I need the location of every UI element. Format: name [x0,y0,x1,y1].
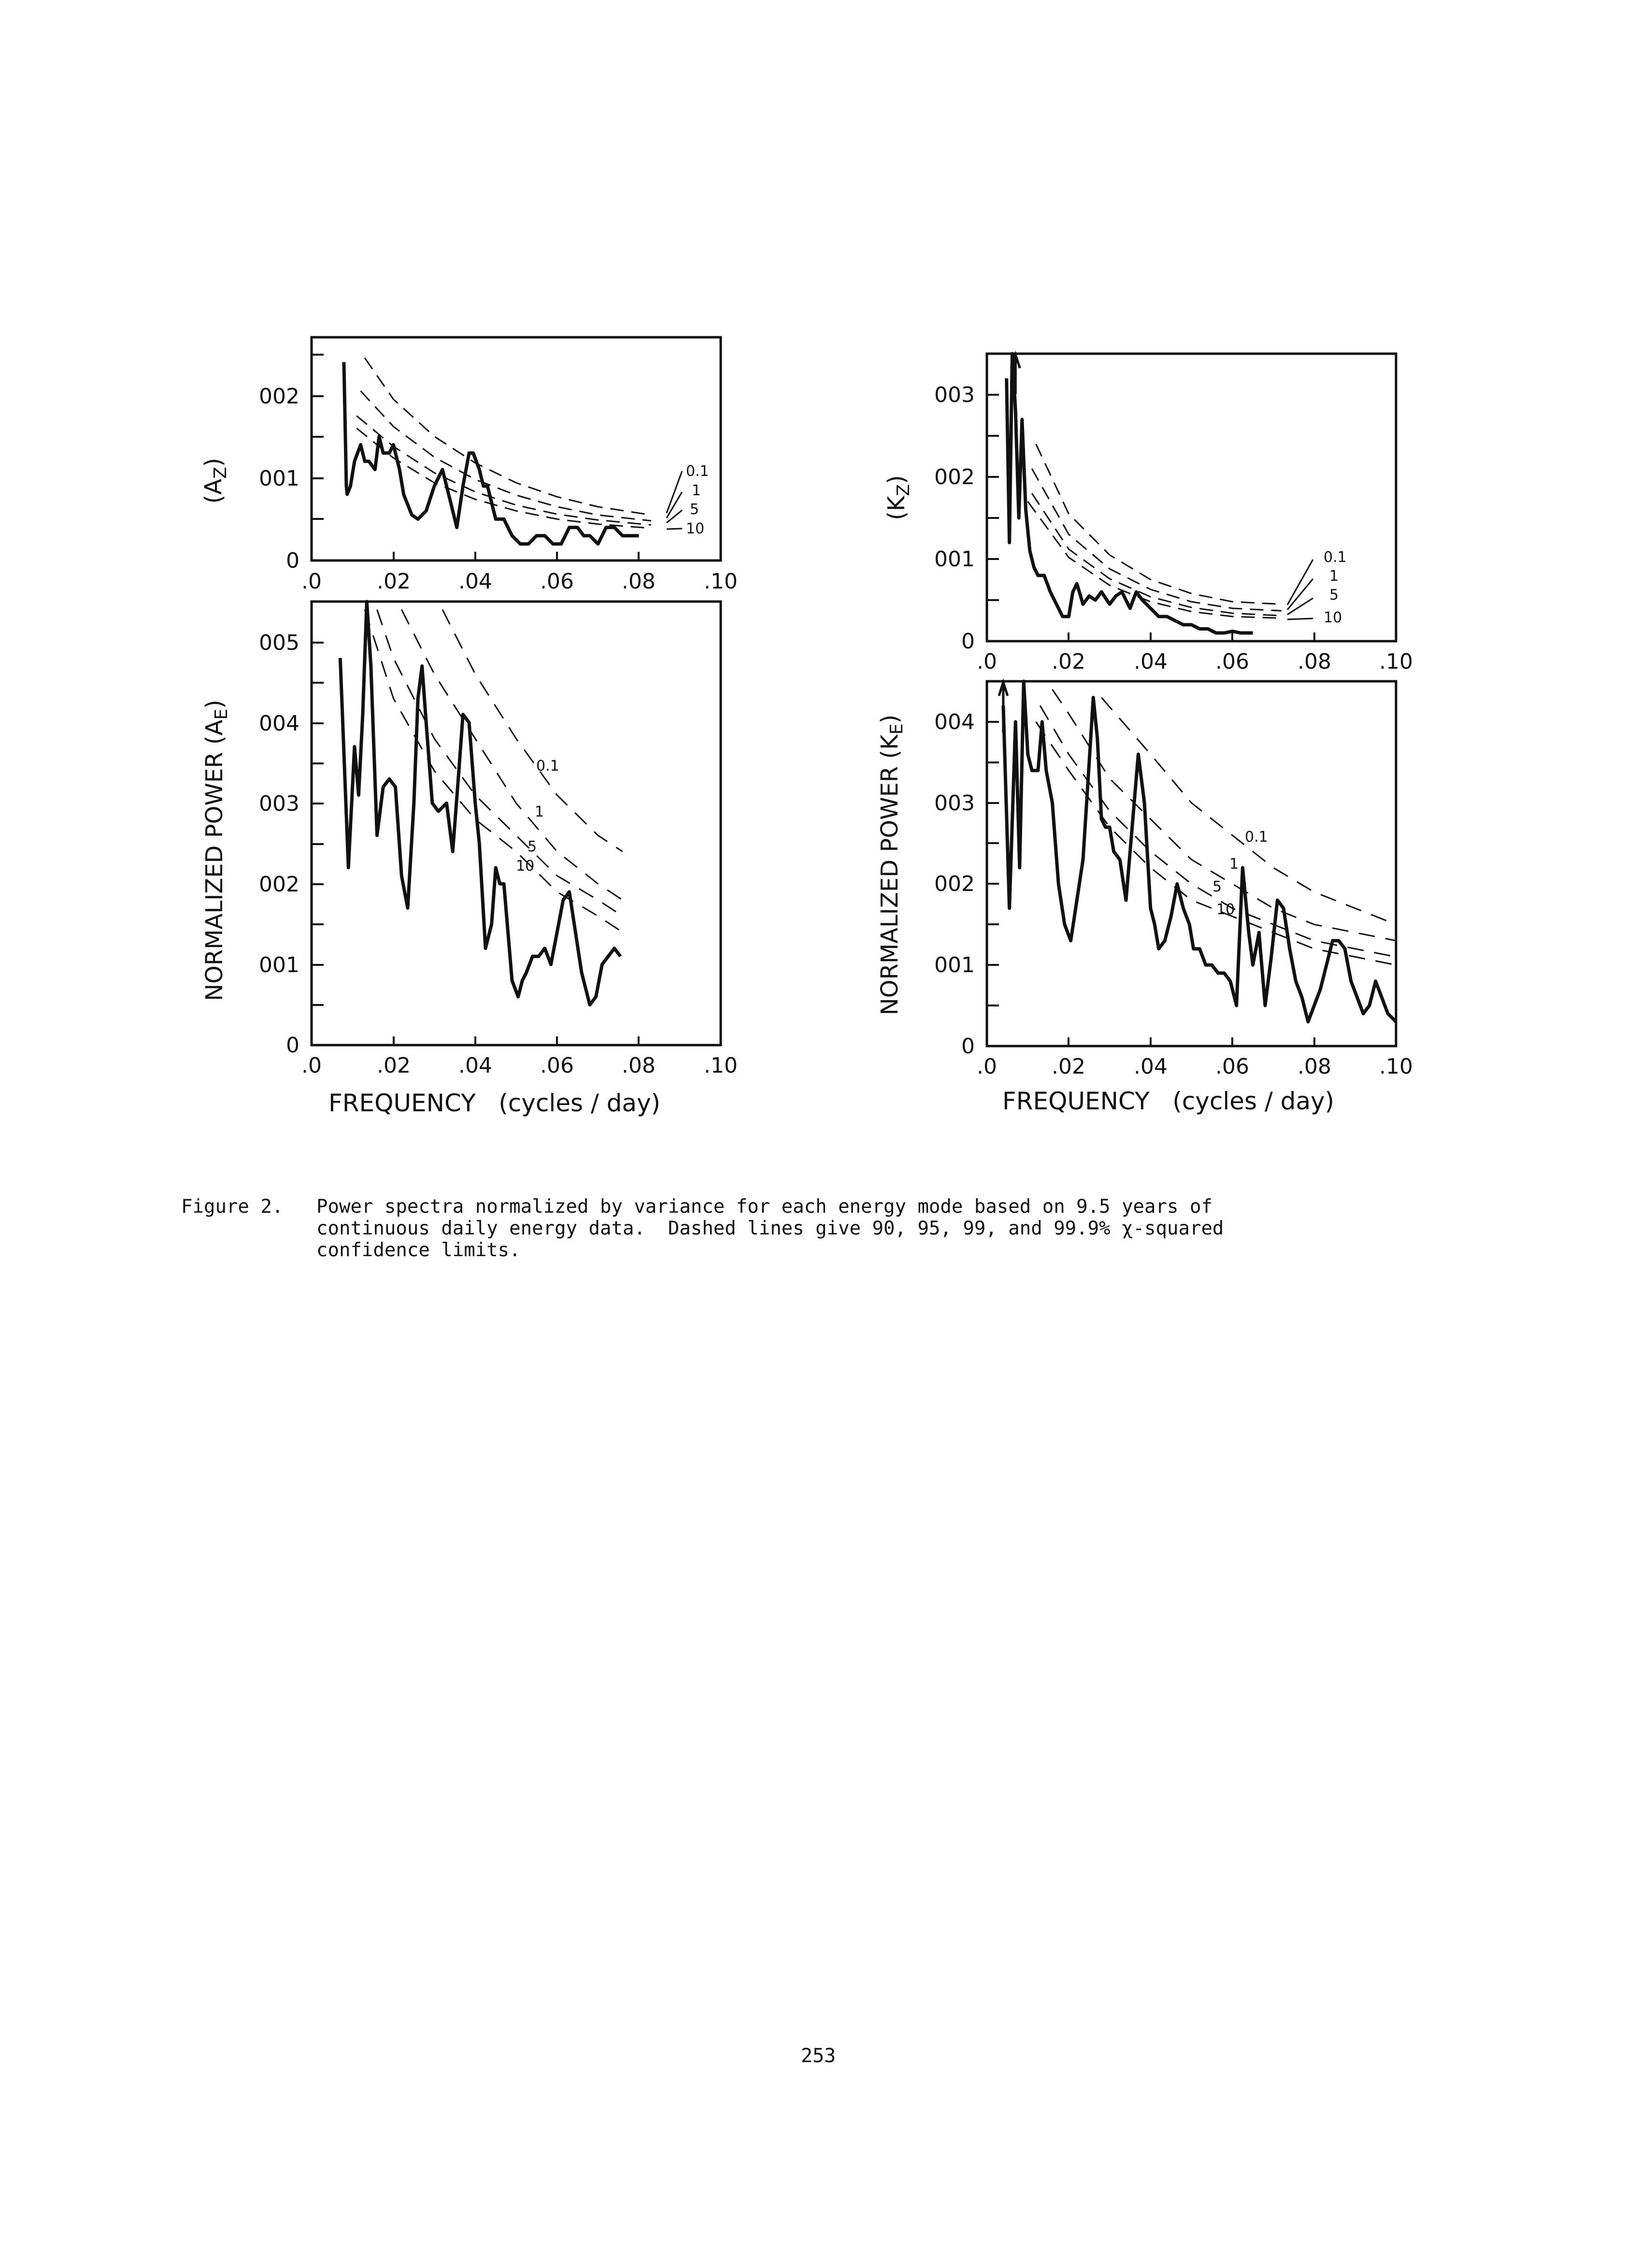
y-tick-ke-2: 002 [934,872,975,896]
y-tick-ke-4: 004 [934,710,975,734]
x-tick-ke-3: .06 [1215,1054,1249,1079]
x-tick-ke-0: .0 [977,1054,997,1079]
page-number: 253 [801,2045,836,2067]
y-tick-az-1: 001 [259,466,299,491]
y-tick-az-0: 0 [286,548,299,573]
y-tick-ke-3: 003 [934,791,975,816]
y-tick-ae-0: 0 [286,1033,299,1058]
curve-leader-lines-kz [1287,560,1313,619]
spectrum-line-ke [1003,681,1396,1022]
panel-az [200,337,738,594]
x-tick-az-3: .06 [540,569,574,594]
curve-label-ae-1: 1 [535,804,544,820]
curve-label-kz-0.1: 0.1 [1324,549,1347,566]
panel-ke [876,681,1413,1079]
curve-label-ae-0.1: 0.1 [536,758,559,775]
curve-label-kz-10: 10 [1324,609,1342,626]
panel-ae [201,602,738,1078]
confidence-curve-kz-5 [1032,493,1282,616]
x-tick-kz-4: .08 [1297,649,1331,674]
x-tick-ae-5: .10 [704,1053,738,1078]
x-tick-kz-2: .04 [1134,649,1168,674]
y-tick-kz-1: 001 [934,547,975,572]
x-tick-az-0: .0 [301,569,322,594]
x-tick-ae-2: .04 [458,1053,492,1078]
confidence-curve-ae-1 [401,610,622,900]
x-axis-label-right: FREQUENCY (cycles / day) [1002,1087,1335,1115]
x-tick-az-1: .02 [377,569,411,594]
x-tick-ke-4: .08 [1297,1054,1331,1079]
curve-label-ae-5: 5 [527,838,537,855]
x-tick-kz-3: .06 [1215,649,1249,674]
figure-label: Figure 2. [181,1196,284,1218]
curve-label-kz-1: 1 [1329,568,1339,585]
caption-line-2: continuous daily energy data. Dashed lines give 90, 95, 99, and 99.9% χ-squared [316,1218,1224,1239]
y-tick-az-2: 002 [259,384,299,409]
plot-frame-ke [987,681,1396,1046]
y-tick-ae-1: 001 [259,953,299,977]
ticks-ae [312,643,639,1045]
off-scale-arrow-ke [999,682,1008,732]
plot-frame-az [312,337,721,560]
x-tick-ae-1: .02 [377,1053,411,1078]
curve-label-az-1: 1 [692,482,701,499]
panel-kz [883,354,1413,674]
y-tick-ae-3: 003 [259,791,299,816]
caption-line-3: confidence limits. [316,1239,521,1261]
x-tick-ae-0: .0 [301,1053,322,1078]
y-axis-label-ae: NORMALIZED POWER $(A_E)$ [201,700,231,1001]
x-tick-az-4: .08 [622,569,656,594]
x-tick-kz-1: .02 [1052,649,1085,674]
plot-frame-ae [312,602,721,1045]
y-axis-label-az: $(A_Z)$ [200,458,230,504]
y-tick-ke-0: 0 [961,1034,975,1059]
y-tick-ke-1: 001 [934,953,975,977]
y-tick-ae-2: 002 [259,872,299,897]
y-tick-kz-0: 0 [961,629,975,654]
figure-caption [181,1196,1340,1261]
y-tick-ae-5: 005 [259,631,299,655]
curve-label-ke-5: 5 [1212,878,1222,895]
spectrum-line-kz [1007,354,1253,633]
curve-label-az-5: 5 [690,501,699,518]
confidence-curve-kz-10 [1028,502,1282,618]
x-tick-az-5: .10 [704,569,738,594]
x-tick-ke-1: .02 [1052,1054,1085,1079]
curve-label-ke-10: 10 [1216,901,1235,918]
y-axis-label-kz: $(K_Z)$ [883,475,913,520]
ticks-kz [987,395,1314,641]
y-axis-label-ke: NORMALIZED POWER $(K_E)$ [876,714,907,1016]
confidence-curve-kz-0.1 [1036,444,1282,604]
caption-line-1: Power spectra normalized by variance for each energy mode based on 9.5 years of [316,1196,1212,1218]
x-tick-az-2: .04 [458,569,492,594]
x-tick-ae-3: .06 [540,1053,574,1078]
y-tick-ae-4: 004 [259,711,299,736]
x-tick-kz-0: .0 [977,649,997,674]
curve-label-ke-1: 1 [1229,856,1239,873]
y-tick-kz-3: 003 [934,383,975,407]
confidence-curve-kz-1 [1032,469,1282,611]
x-tick-kz-5: .10 [1379,649,1413,674]
x-tick-ke-5: .10 [1379,1054,1413,1079]
curve-leader-lines-az [667,471,682,529]
curve-label-ae-10: 10 [516,858,535,875]
curve-label-kz-5: 5 [1329,587,1339,603]
curve-label-az-0.1: 0.1 [686,463,709,480]
x-tick-ae-4: .08 [622,1053,656,1078]
confidence-curve-ke-5 [1040,705,1396,957]
x-tick-ke-2: .04 [1134,1054,1168,1079]
spectrum-line-az [344,362,639,544]
y-tick-kz-2: 002 [934,465,975,489]
x-axis-label-left: FREQUENCY (cycles / day) [328,1089,661,1117]
curve-label-ke-0.1: 0.1 [1245,829,1268,846]
curve-label-az-10: 10 [686,520,705,537]
